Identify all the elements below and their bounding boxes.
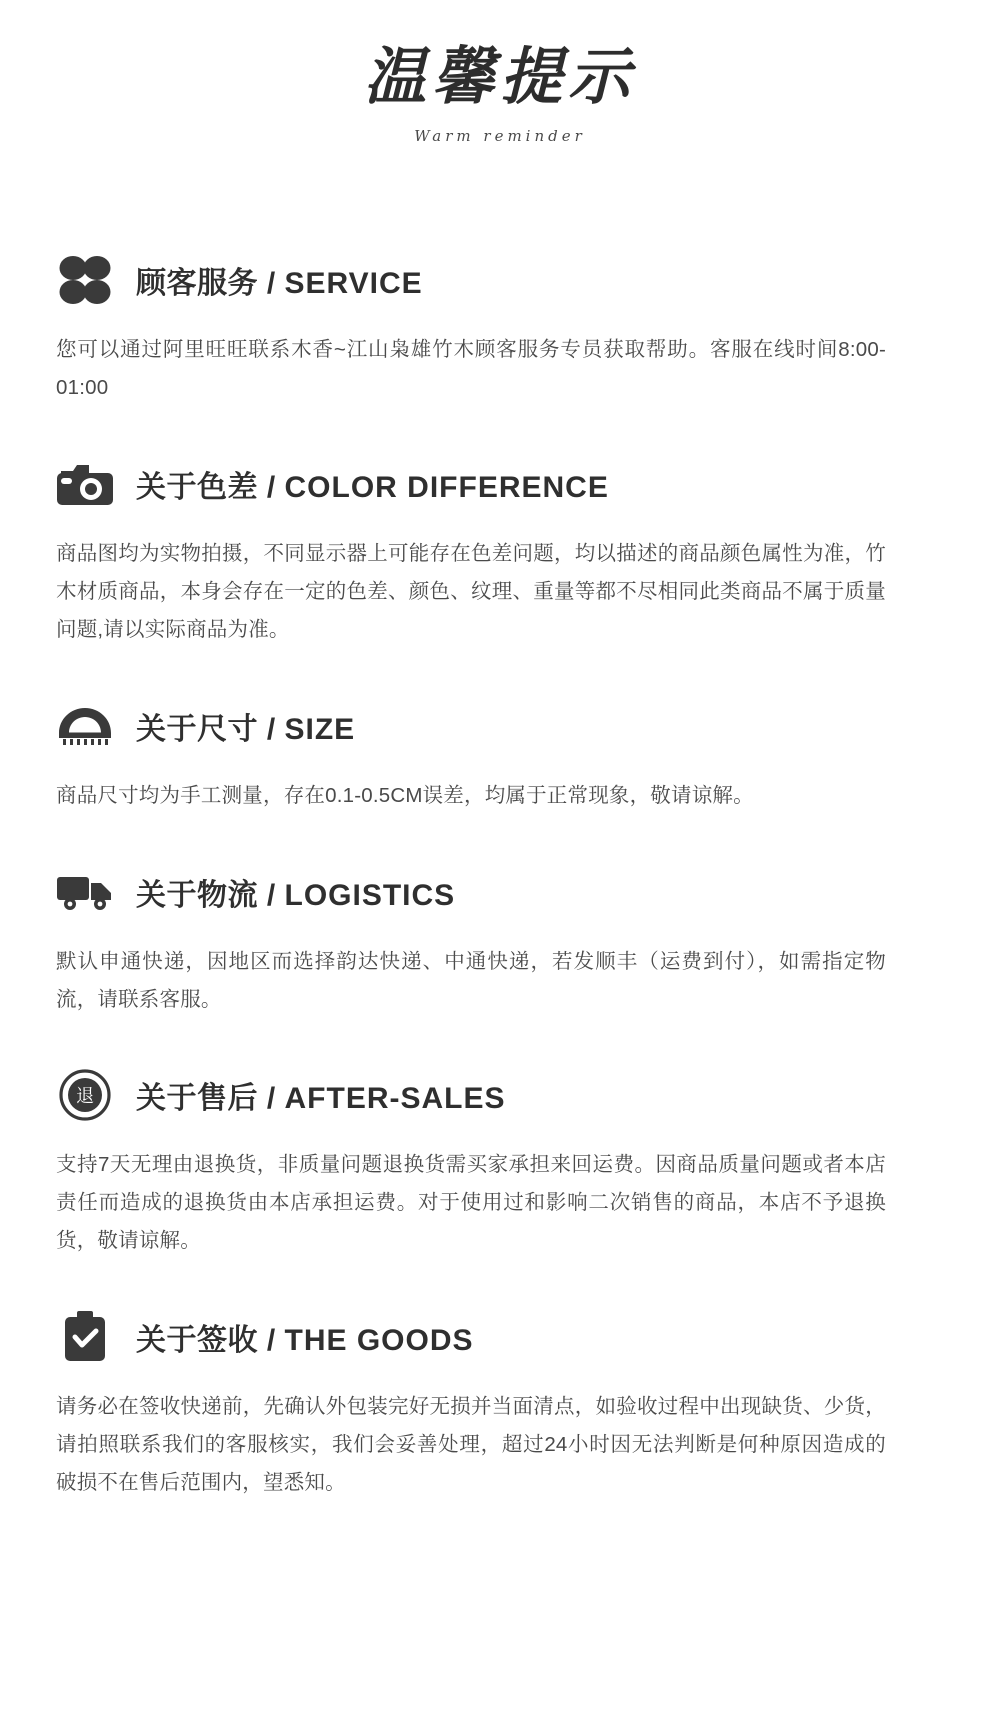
section-header [56,1306,944,1368]
page-title: 温馨提示 [363,40,636,113]
section-color-difference [56,453,944,649]
section-after-sales [56,1064,944,1260]
svg-text:退: 退 [76,1086,94,1108]
clipboard-check-icon [56,1308,114,1366]
section-title: 关于色差 / COLOR DIFFERENCE [136,470,609,504]
section-header [56,861,944,923]
page-subtitle: Warm reminder [414,127,586,146]
section-logistics [56,861,944,1019]
section-title-en: THE GOODS [284,1324,474,1358]
clover-icon [56,251,114,309]
section-title-en: SERVICE [284,267,423,301]
truck-icon [56,863,114,921]
section-title: 关于售后 / AFTER-SALES [136,1082,506,1116]
protractor-icon [56,697,114,755]
section-header [56,249,944,311]
section-header [56,1064,944,1126]
reminder-sections [0,249,1000,1562]
section-title-cn: 关于色差 [136,470,258,504]
camera-icon [56,455,114,513]
section-title: 顾客服务 / SERVICE [136,267,423,301]
section-body: 请务必在签收快递前，先确认外包装完好无损并当面清点，如验收过程中出现缺货、少货，请拍照联系我们的客服核实，我们会妥善处理，超过24小时因无法判断是何种原因造成的破损不在售后范围内，望悉知。 [56,1395,886,1495]
section-body: 商品尺寸均为手工测量，存在0.1-0.5CM误差，均属于正常现象，敬请谅解。 [56,783,754,807]
section-title: 关于物流 / LOGISTICS [136,878,456,912]
section-title: 关于签收 / THE GOODS [136,1324,474,1358]
section-body: 默认申通快递，因地区而选择韵达快递、中通快递，若发顺丰（运费到付），如需指定物流，请联系客服。 [56,949,886,1011]
section-service [56,249,944,407]
section-title-en: AFTER-SALES [284,1082,506,1116]
return-badge-icon [56,1066,114,1124]
section-title: 关于尺寸 / SIZE [136,712,356,746]
section-header [56,453,944,515]
section-body: 支持7天无理由退换货，非质量问题退换货需买家承担来回运费。因商品质量问题或者本店责任而造成的退换货由本店承担运费。对于使用过和影响二次销售的商品，本店不予退换货，敬请谅解。 [56,1153,886,1253]
section-body: 您可以通过阿里旺旺联系木香~江山枭雄竹木顾客服务专员获取帮助。客服在线时间8:00-01:00 [56,338,886,400]
section-title-en: COLOR DIFFERENCE [284,470,609,504]
section-title-cn: 关于售后 [136,1082,258,1116]
section-the-goods [56,1306,944,1502]
section-body: 商品图均为实物拍摄，不同显示器上可能存在色差问题，均以描述的商品颜色属性为准，竹木材质商品，本身会存在一定的色差、颜色、纹理、重量等都不尽相同此类商品不属于质量问题,请以实际商品为准。 [56,541,886,641]
section-title-en: LOGISTICS [284,878,456,912]
section-title-cn: 关于尺寸 [136,712,258,746]
section-title-cn: 顾客服务 [136,267,258,301]
section-size [56,695,944,815]
page-header [0,0,1000,145]
section-header [56,695,944,757]
section-title-cn: 关于物流 [136,878,258,912]
section-title-en: SIZE [284,712,356,746]
section-title-cn: 关于签收 [136,1324,258,1358]
